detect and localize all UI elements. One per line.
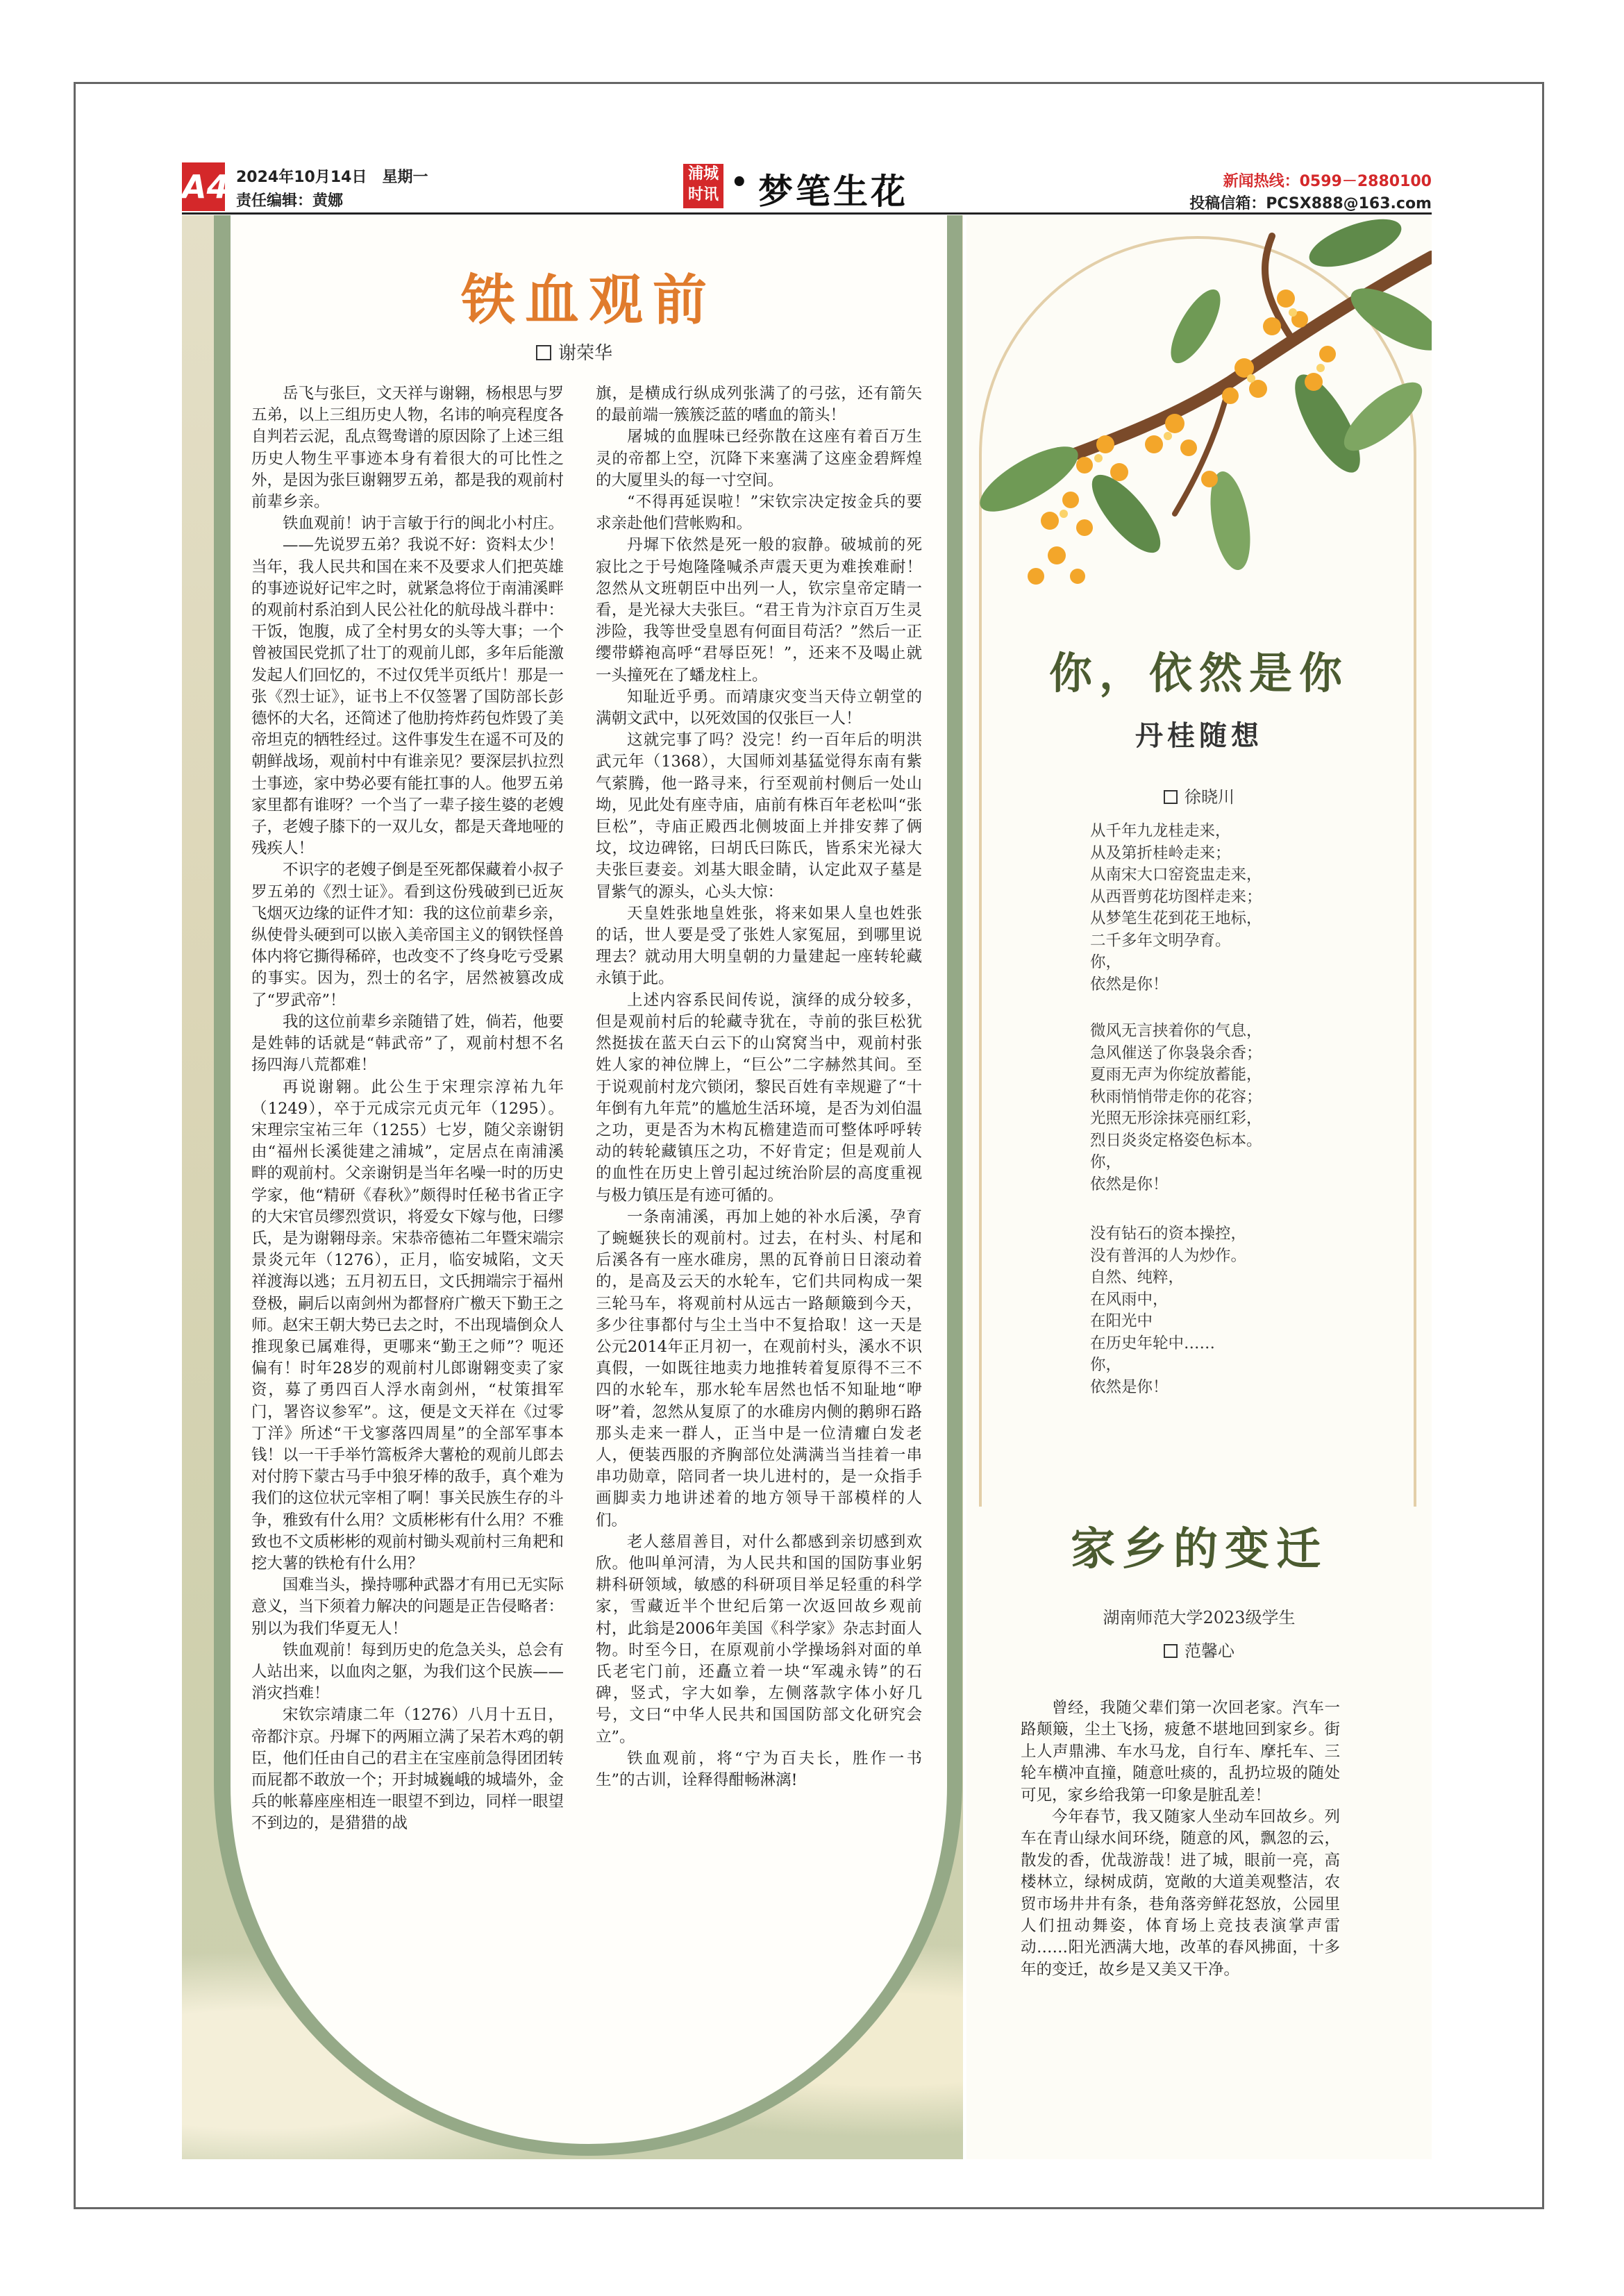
paragraph: 这就完事了吗？没完！约一百年后的明洪武元年（1368），大国师刘基猛觉得东南有紫气萦腾，他一路寻来，行至观前村侧后一处山坳，见此处有座寺庙，庙前有株百年老松叫“张巨松”，寺庙正殿西北侧坡面上并排安葬了俩坟，坟边碑铭，曰胡氏曰陈氏，皆系宋光禄大夫张巨妻妾。刘基大眼金睛，认定此双子墓是冒紫气的源头，心头大惊： — [596, 731, 922, 901]
poem-line: 急风催送了你袅袅余香； — [1090, 1044, 1262, 1062]
poem-stanza-2 — [1090, 1021, 1262, 1196]
submission-email: 投稿信箱：PCSX888@163.com — [1189, 195, 1432, 212]
essay-title: 家乡的变迁 — [1071, 1523, 1328, 1575]
poem-line: 从西晋剪花坊图样走来； — [1090, 887, 1262, 906]
article-column-right — [596, 383, 922, 1791]
poem-line: 在风雨中， — [1090, 1290, 1169, 1309]
poem-line: 微风无言挟着你的气息， — [1090, 1022, 1262, 1040]
poem-line: 你， — [1090, 953, 1122, 971]
poem-line: 秋雨悄悄带走你的花容； — [1090, 1087, 1262, 1106]
paragraph: 一条南浦溪，再加上她的补水后溪，孕育了蜿蜒狭长的观前村。过去，在村头、村尾和后溪各有一座水碓房，黑的瓦脊前日日滚动着的，是高及云天的水轮车，它们共同构成一架三轮马车，将观前村从远古一路颠簸到今天，多少往事都付与尘土当中不复拾取！这一天是公元2014年正月初一，在观前村头，溪水不识真假，一如既往地卖力地推转着复原得不三不四的水轮车，那水轮车居然也恬不知耻地“咿呀”着，忽然从复原了的水碓房内侧的鹅卵石路那头走来一群人，正当中是一位清癯白发老人，便装西服的齐胸部位处满满当当挂着一串串功勋章，陪同者一块儿进村的，是一众指手画脚卖力地讲述着的地方领导干部模样的人们。 — [596, 1207, 922, 1530]
poem-line: 烈日炎炎定格姿色标本。 — [1090, 1131, 1262, 1150]
poem-stanza-3 — [1090, 1223, 1246, 1398]
poem-line: 自然、纯粹， — [1090, 1268, 1184, 1287]
poem-line: 依然是你！ — [1090, 1175, 1169, 1193]
paragraph: 铁血观前！讷于言敏于行的闽北小村庄。 — [283, 514, 564, 533]
paragraph: 丹墀下依然是死一般的寂静。破城前的死寂比之于号炮隆隆喊杀声震天更为难挨难耐！忽然从文班朝臣中出列一人，钦宗皇帝定睛一看，是光禄大夫张巨。“君王肯为汴京百万生灵涉险，我等世受皇恩有何面目苟活？”然后一正缨带蟒袍高呼“君辱臣死！”，还来不及喝止就一头撞死在了蟠龙柱上。 — [596, 536, 922, 685]
poem-line: 在阳光中 — [1090, 1312, 1153, 1330]
paragraph: 上述内容系民间传说，演绎的成分较多，但是观前村后的轮藏寺犹在，寺前的张巨松犹然挺拔在蓝天白云下的山窝窝当中，观前村张姓人家的神位牌上，“巨公”二字赫然其间。至于说观前村龙穴锁闭，黎民百姓有幸规避了“十年倒有九年荒”的尴尬生活环境，是否为刘伯温之功，更是否为木构瓦檐建造而可整体呼呼转动的转轮藏镇压之功，不好肯定；但是观前人的血性在历史上曾引起过统治阶层的高度重视与极力镇压是有迹可循的。 — [596, 991, 922, 1205]
paragraph: 岳飞与张巨，文天祥与谢翱，杨根思与罗五弟，以上三组历史人物，名讳的响亮程度各自判若云泥，乱点鸳鸯谱的原因除了上述三组历史人物生平事迹本身有着很大的可比性之外，是因为张巨谢翱罗五弟，都是我的观前村前辈乡亲。 — [251, 385, 564, 512]
poem-line: 光照无形涂抹亮丽红彩， — [1090, 1109, 1262, 1128]
poem-subtitle: 丹桂随想 — [1135, 719, 1263, 752]
essay-author: 范馨心 — [1184, 1641, 1234, 1661]
newspaper-logo — [683, 164, 723, 208]
essay-byline — [966, 1637, 1432, 1661]
paragraph: 老人慈眉善目，对什么都感到亲切感到欢欣。他叫单河清，为人民共和国的国防事业躬耕科研领域，敏感的科研项目举足轻重的科学家，雪藏近半个世纪后第一次返回故乡观前村，此翁是2006年美国《科学家》杂志封面人物。时至今日，在原观前小学操场斜对面的单氏老宅门前，还矗立着一块“军魂永铸”的石碑，竖式，字大如拳，左侧落款字体小好几号，文曰“中华人民共和国国防部文化研究会立”。 — [596, 1532, 922, 1746]
osmanthus-branch-illustration — [966, 215, 1432, 604]
poem-line: 依然是你！ — [1090, 1377, 1169, 1396]
article-author: 谢荣华 — [558, 343, 613, 364]
page-header — [182, 160, 1432, 214]
paragraph: “不得再延误啦！”宋钦宗决定按金兵的要求亲赴他们营帐购和。 — [596, 493, 922, 533]
poem-line: 依然是你！ — [1090, 975, 1169, 994]
essay-school: 湖南师范大学2023级学生 — [1103, 1608, 1296, 1627]
paragraph: ——先说罗五弟？我说不好：资料太少！当年，我人民共和国在来不及要求人们把英雄的事迹说好记牢之时，就紧急将位于南浦溪畔的观前村系泊到人民公社化的航母战斗群中：干饭，饱腹，成了全村男女的头等大事；一个曾被国民党抓了壮丁的观前儿郎，多年后能激发起人们回忆的，不过仅凭半页纸片！那是一张《烈士证》，证书上不仅签署了国防部长彭德怀的大名，还简述了他肋挎炸药包炸毁了美帝坦克的牺牲经过。这件事发生在遥不可及的朝鲜战场，观前村中有谁亲见？要深层扒拉烈士事迹，家中势必要有能扛事的人。他罗五弟家里都有谁呀？一个当了一辈子接生婆的老嫂子，老嫂子膝下的一双儿女，都是天聋地哑的残疾人！ — [251, 536, 564, 858]
logo-bottom-text: 时讯 — [687, 186, 719, 203]
column-name: 梦笔生花 — [758, 171, 908, 212]
poem-line: 没有钻石的资本操控， — [1090, 1225, 1247, 1243]
paragraph: 国难当头，操持哪种武器才有用已无实际意义，当下须着力解决的问题是正告侵略者：别以为我们华夏无人！ — [251, 1576, 564, 1638]
poem-line: 从梦笔生花到花王地标， — [1090, 910, 1262, 928]
poem-line: 没有普洱的人为炒作。 — [1090, 1246, 1247, 1265]
poem-stanza-1 — [1090, 821, 1262, 996]
paragraph: 曾经，我随父辈们第一次回老家。汽车一路颠簸，尘土飞扬，疲惫不堪地回到家乡。街上人声鼎沸、车水马龙，自行车、摩托车、三轮车横冲直撞，随意吐痰的，乱扔垃圾的随处可见，家乡给我第一印象是脏乱差！ — [1021, 1699, 1340, 1804]
paragraph: 铁血观前，将“宁为百夫长，胜作一书生”的古训，诠释得酣畅淋漓! — [596, 1749, 922, 1789]
article-byline — [536, 339, 612, 364]
essay-body — [1021, 1698, 1340, 1981]
poem-line: 夏雨无声为你绽放蓄能， — [1090, 1066, 1262, 1084]
paragraph: 天皇姓张地皇姓张，将来如果人皇也姓张的话，世人要是受了张姓人家冤屈，到哪里说理去？就动用大明皇朝的力量建起一座转轮藏永镇于此。 — [596, 904, 922, 988]
editor-line: 责任编辑：黄娜 — [236, 192, 344, 210]
poem-title: 你，依然是你 — [1048, 648, 1349, 698]
page-badge: A4 — [182, 162, 225, 211]
byline-box-icon — [1164, 790, 1178, 804]
header-rule — [182, 212, 1432, 215]
poem-line: 你， — [1090, 1153, 1122, 1171]
poem-line: 从南宋大口窑瓷盅走来， — [1090, 866, 1262, 884]
poem-line: 从千年九龙桂走来， — [1090, 822, 1231, 840]
poem-byline — [966, 783, 1432, 807]
byline-box-icon — [1164, 1644, 1178, 1658]
poem-line: 在历史年轮中…… — [1090, 1334, 1216, 1352]
article-column-left — [251, 383, 564, 1835]
logo-top-text: 浦城 — [687, 165, 719, 183]
poem-line: 你， — [1090, 1356, 1122, 1374]
poem-line: 从及第折桂岭走来； — [1090, 844, 1231, 862]
issue-date: 2024年10月14日 星期一 — [236, 169, 428, 186]
paragraph: 宋钦宗靖康二年（1276）八月十五日，帝都汴京。丹墀下的两厢立满了呆若木鸡的朝臣，他们任由自己的君主在宝座前急得团团转而屁都不敢放一个；开封城巍峨的城墙外，金兵的帐幕座座相连一眼望不到边，同样一眼望不到边的，是猎猎的战 — [251, 1706, 564, 1833]
separator-dot: • — [730, 167, 748, 199]
byline-box-icon — [536, 345, 551, 360]
paragraph: 旗，是横成行纵成列张满了的弓弦，还有箭矢的最前端一簇簇泛蓝的嗜血的箭头！ — [596, 385, 922, 425]
news-hotline: 新闻热线：0599－2880100 — [1223, 173, 1432, 190]
poem-author: 徐晓川 — [1184, 787, 1234, 807]
poem-line: 二千多年文明孕育。 — [1090, 931, 1231, 950]
paragraph: 屠城的血腥味已经弥散在这座有着百万生灵的帝都上空，沉降下来塞满了这座金碧辉煌的大厦里头的每一寸空间。 — [596, 428, 922, 489]
paragraph: 铁血观前！每到历史的危急关头，总会有人站出来，以血肉之躯，为我们这个民族——消灾挡难！ — [251, 1641, 564, 1703]
paragraph: 今年春节，我又随家人坐动车回故乡。列车在青山绿水间环绕，随意的风，飘忽的云，散发的香，优哉游哉！进了城，眼前一亮，高楼林立，绿树成荫，宽敞的大道美观整洁，农贸市场井井有条，巷角落旁鲜花怒放，公园里人们扭动舞姿，体育场上竞技表演掌声雷动……阳光洒满大地，改革的春风拂面，十多年的变迁，故乡是又美又干净。 — [1021, 1808, 1340, 1979]
article-title: 铁血观前 — [460, 269, 717, 332]
paragraph: 不识字的老嫂子倒是至死都保藏着小叔子罗五弟的《烈士证》。看到这份残破到已近灰飞烟灭边缘的证件才知：我的这位前辈乡亲，纵使骨头硬到可以嵌入美帝国主义的钢铁怪兽体内将它撕得稀碎，也改变不了终身吃亏受累的事实。因为，烈士的名字，居然被篡改成了“罗武帝”！ — [251, 861, 564, 1009]
paragraph: 再说谢翱。此公生于宋理宗淳祐九年（1249），卒于元成宗元贞元年（1295）。宋理宗宝祐三年（1255）七岁，随父亲谢钥由“福州长溪徙建之浦城”，定居点在南浦溪畔的观前村。父亲谢钥是当年名噪一时的历史学家，他“精研《春秋》”颇得时任秘书省正字的大宋官员缪烈赏识，将爱女下嫁与他，曰缪氏，是为谢翱母亲。宋恭帝德祐二年暨宋端宗景炎元年（1276），正月，临安城陷，文天祥渡海以逃；五月初五日，文氏拥端宗于福州登极，嗣后以南剑州为都督府广檄天下勤王之师。赵宋王朝大势已去之时，不出现墙倒众人推现象已属难得，更哪来“勤王之师”？呃还偏有！时年28岁的观前村儿郎谢翱变卖了家资，募了勇四百人浮水南剑州，“杖策揖军门，署咨议参军”。这，便是文天祥在《过零丁洋》所述“干戈寥落四周星”的全部军事本钱！以一干手举竹篙板斧大薯枪的观前儿郎去对付胯下蒙古马手中狼牙棒的敌手，真个难为我们的这位状元宰相了啊！事关民族生存的斗争，雅致有什么用？文质彬彬有什么用？不雅致也不文质彬彬的观前村锄头观前村三角耙和挖大薯的铁枪有什么用？ — [251, 1078, 564, 1573]
paragraph: 知耻近乎勇。而靖康灾变当天侍立朝堂的满朝文武中，以死效国的仅张巨一人！ — [596, 687, 922, 728]
paragraph: 我的这位前辈乡亲随错了姓，倘若，他要是姓韩的话就是“韩武帝”了，观前村想不名扬四海八荒都难！ — [251, 1012, 564, 1075]
